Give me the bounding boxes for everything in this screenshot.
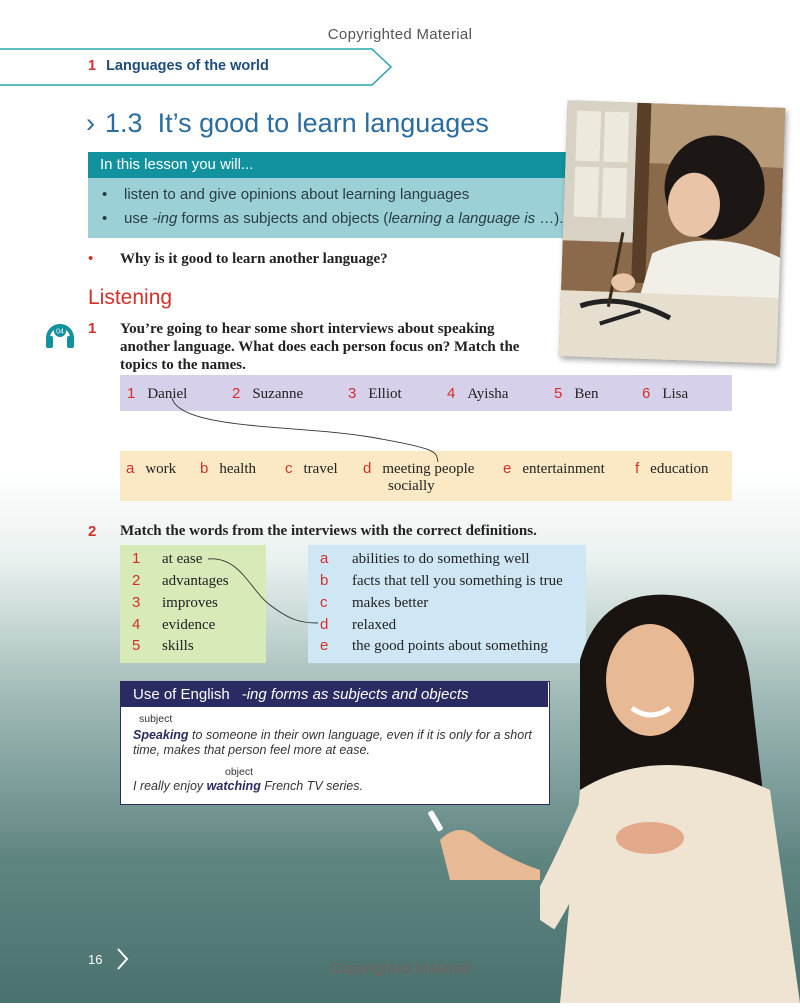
word-item[interactable]: 4 evidence — [132, 616, 216, 633]
photo-calligraphy-student — [559, 100, 786, 363]
names-box — [120, 375, 732, 411]
word-item[interactable]: 2 advantages — [132, 572, 229, 589]
objective-item: • listen to and give opinions about learning languages — [102, 186, 470, 203]
exercise-number: 2 — [88, 523, 97, 540]
lesson-number: 1.3 — [105, 108, 143, 138]
name-item[interactable]: 2 Suzanne — [232, 385, 304, 402]
section-heading-listening: Listening — [88, 286, 173, 309]
use-of-english-box — [120, 681, 550, 805]
example-sentence-1: Speaking to someone in their own language, even if it is only for a short time, makes that person feel more at ease. — [133, 728, 532, 757]
page-number: 16 — [88, 952, 103, 967]
words-box — [120, 545, 266, 663]
topic-item[interactable]: d meeting people socially — [363, 460, 475, 494]
definition-item[interactable]: b facts that tell you something is true — [320, 572, 563, 589]
name-item[interactable]: 6 Lisa — [642, 385, 689, 402]
copyright-notice-bottom: Copyrighted Material — [330, 960, 470, 977]
word-item[interactable]: 3 improves — [132, 594, 218, 611]
topic-item[interactable]: a work — [126, 460, 177, 477]
name-item[interactable]: 4 Ayisha — [447, 385, 509, 402]
audio-track-number: 04 — [56, 328, 64, 336]
headphones-icon[interactable] — [44, 318, 76, 350]
example-sentence-2: I really enjoy watching French TV series. — [133, 779, 363, 793]
lesson-title-text: It’s good to learn languages — [157, 108, 489, 138]
definition-item[interactable]: d relaxed — [320, 616, 397, 633]
copyright-notice-top: Copyrighted Material — [327, 26, 473, 43]
exercise-instruction: You’re going to hear some short interviews about speaking another language. What does each person focus on? Match the topics to the names. — [120, 321, 520, 373]
warmup-question: • Why is it good to learn another language? — [88, 251, 388, 267]
objectives-box — [88, 152, 570, 238]
topics-box — [120, 451, 732, 501]
topic-item[interactable]: f education — [635, 460, 709, 477]
chapter-title: Languages of the world — [106, 58, 269, 74]
topic-item[interactable]: c travel — [285, 460, 338, 477]
word-item[interactable]: 5 skills — [132, 637, 194, 654]
definition-item[interactable]: c makes better — [320, 594, 429, 611]
object-label: object — [225, 766, 254, 778]
objectives-heading: In this lesson you will... — [88, 152, 570, 178]
name-item[interactable]: 1 Daniel — [127, 385, 188, 402]
photo-teacher — [540, 590, 800, 1003]
topic-item[interactable]: e entertainment — [503, 460, 605, 477]
chalk-hand — [420, 800, 540, 880]
objective-item: • use -ing forms as subjects and objects (learning a language is …). — [102, 210, 564, 227]
chapter-label — [88, 58, 269, 74]
name-item[interactable]: 3 Elliot — [348, 385, 402, 402]
word-item[interactable]: 1 at ease — [132, 550, 203, 567]
name-item[interactable]: 5 Ben — [554, 385, 599, 402]
exercise-number: 1 — [88, 320, 97, 337]
use-of-english-heading: Use of English -ing forms as subjects and objects — [121, 682, 548, 707]
lesson-title — [86, 108, 489, 139]
subject-label: subject — [139, 713, 173, 725]
exercise-instruction: Match the words from the interviews with the correct definitions. — [120, 523, 537, 539]
topic-item[interactable]: b health — [200, 460, 256, 477]
chapter-number: 1 — [88, 58, 97, 74]
chevron-right-icon: › — [86, 108, 95, 138]
definition-item[interactable]: e the good points about something — [320, 637, 548, 654]
definition-item[interactable]: a abilities to do something well — [320, 550, 530, 567]
